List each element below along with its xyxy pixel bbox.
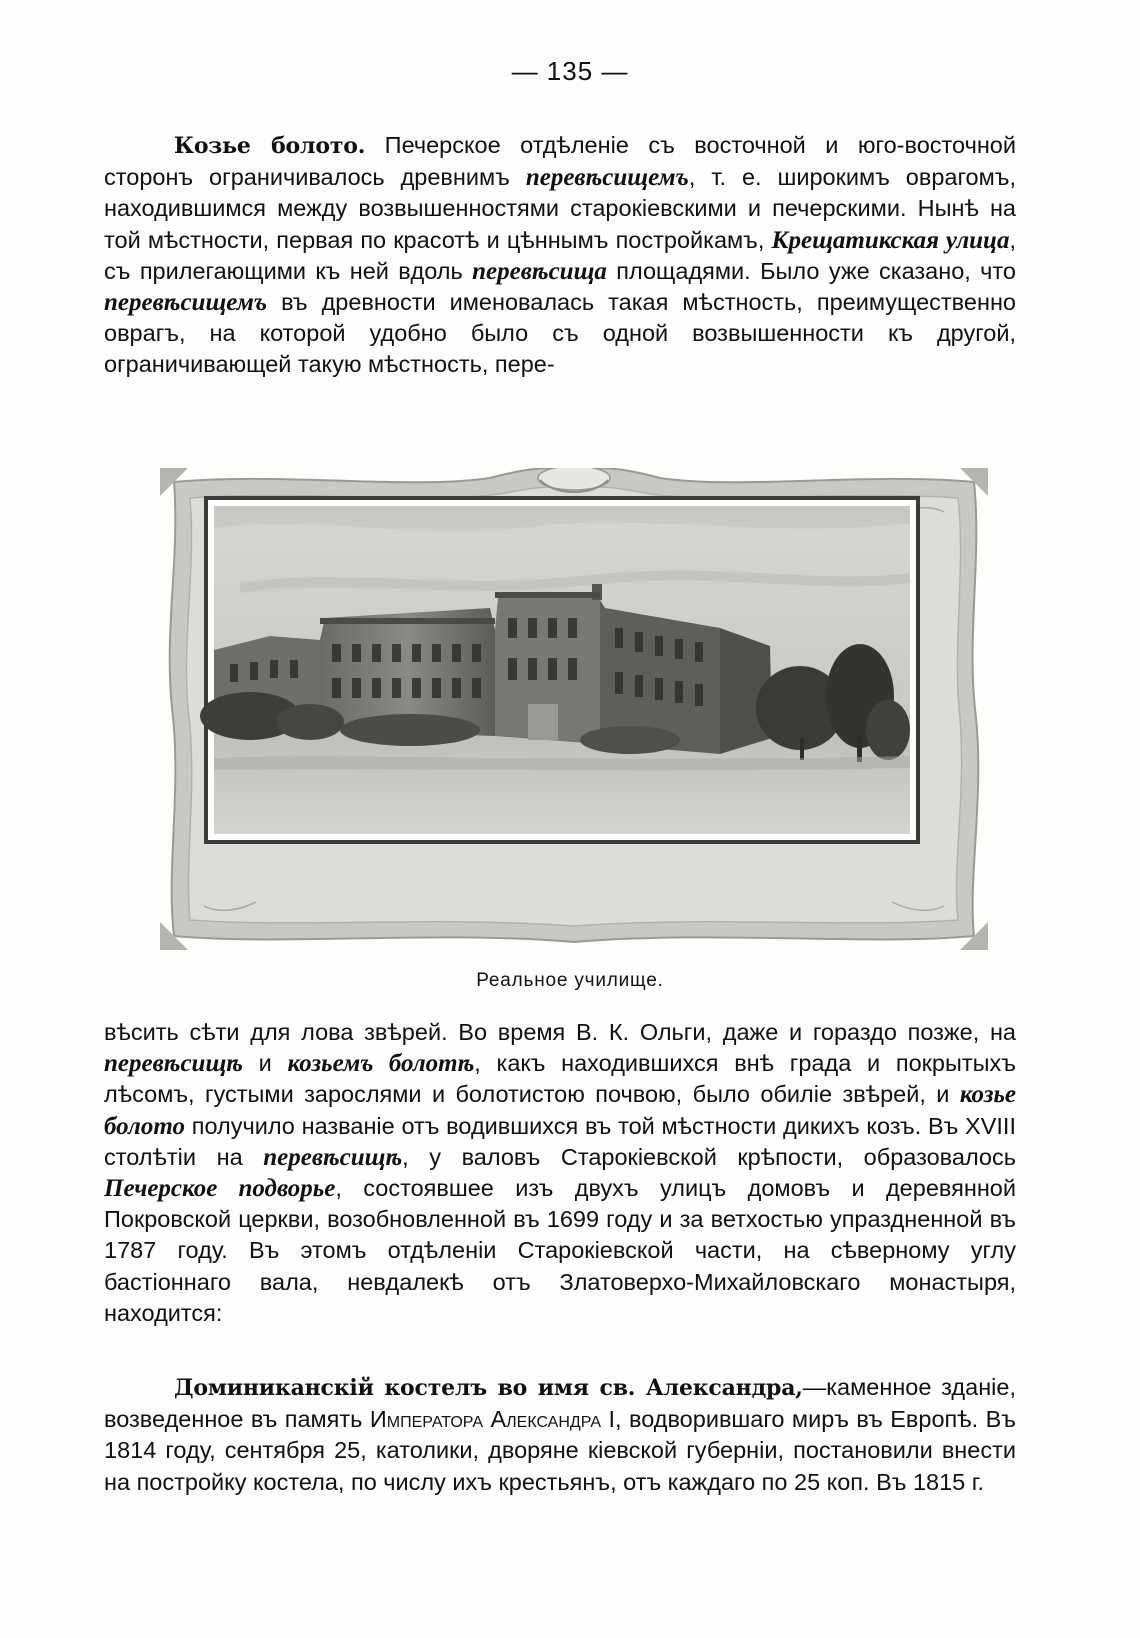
text-run: , состоявшее изъ двухъ улицъ домовъ и деревянной Покровской церкви, возобновленной въ 1699 году и за ветхостью упраздненной въ 1787 году. Въ этомъ отдѣленіи Старокіевской части, на сѣверному углу бастіоннаго вала, невдалекѣ отъ Златоверхо-Михайловскаго монастыря, находится: (104, 1175, 1016, 1326)
text-run: , какъ находившихся внѣ града и покрытыхъ лѣсомъ, густыми зарослями и болотистою почвою, было обиліе звѣрей, и (104, 1050, 1016, 1108)
figure-real-school (160, 468, 988, 950)
text-run: площадями. Было уже сказано, что (606, 257, 1016, 284)
page-number: — 135 — (511, 56, 629, 86)
text-run: , у валовъ Старокіевской крѣпости, образовалось (402, 1143, 1016, 1170)
section-heading: Доминиканскій костелъ во имя св. Александра, (174, 1375, 803, 1401)
paragraph-kozye-boloto (104, 130, 1016, 381)
emphasis-text: перевѣсищѣ (104, 1050, 243, 1078)
emphasis-text: перевѣсищѣ (263, 1143, 403, 1171)
text-block-bottom (104, 1372, 1016, 1498)
text-run: вѣсить сѣти для лова звѣрей. Во время В. К. Ольги, даже и гораздо позже, на (104, 1019, 1016, 1045)
text-run: получило названіе отъ водившихся въ той мѣстности дикихъ козъ. Въ XVIII столѣтіи на (104, 1112, 1016, 1170)
emphasis-text: Печерское подворье (104, 1175, 336, 1203)
emphasis-text: перевѣсищемъ (525, 164, 689, 192)
text-run: , т. е. широкимъ оврагомъ, находившимся между возвышенностями старокіевскими и печерскими. Нынѣ на той мѣстности, первая по красотѣ и цѣннымъ постройкамъ, (104, 164, 1016, 253)
paragraph-continuation (104, 1017, 1016, 1329)
emphasis-text: перевѣсища (472, 257, 607, 285)
text-run: —каменное зданіе, возведенное въ память (104, 1374, 1016, 1433)
paragraph-dominican-church (104, 1372, 1016, 1498)
emphasis-text: Крещатикская улица (771, 226, 1010, 254)
smallcaps-text: Императора Александра (369, 1406, 602, 1433)
emphasis-text: перевѣсищемъ (104, 289, 268, 317)
section-heading: Козье болото. (174, 133, 366, 159)
photo-frame-illustration (160, 468, 988, 950)
emphasis-text: козьемъ болотѣ (287, 1050, 475, 1078)
text-block-top (104, 130, 1016, 381)
text-run: I, водворившаго миръ въ Европѣ. Въ 1814 году, сентября 25, католики, дворяне кіевской губерніи, постановили внести на постройку костела, по числу ихъ крестьянъ, отъ каждаго по 25 коп. Въ 1815 г. (104, 1406, 1016, 1495)
text-block-middle (104, 1017, 1016, 1329)
text-run: въ древности именовалась такая мѣстность, преимущественно оврагъ, на которой удобно было съ одной возвышенности къ другой, ограничивающей такую мѣстность, пере- (104, 289, 1016, 378)
emphasis-text: козье болото (104, 1081, 1016, 1140)
text-run: Печерское отдѣленіе съ восточной и юго-восточной сторонъ ограничивалось древнимъ (104, 132, 1017, 191)
photo (200, 498, 918, 842)
text-run: , съ прилегающими къ ней вдоль (104, 226, 1016, 284)
figure-caption: Реальное училище. (476, 970, 664, 991)
text-run: и (242, 1050, 288, 1077)
